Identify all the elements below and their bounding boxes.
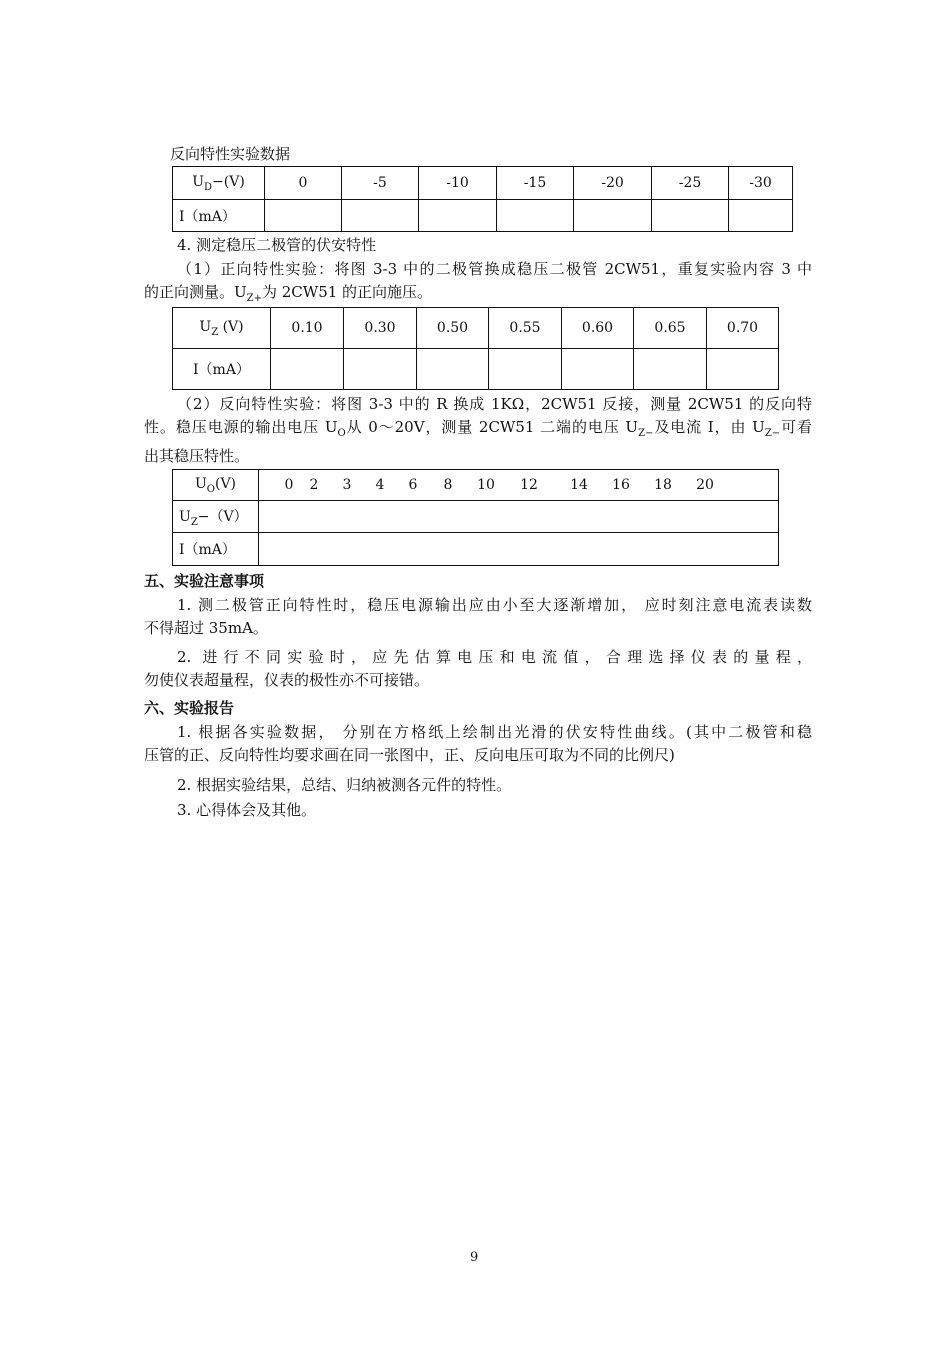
empty-cell — [497, 200, 574, 232]
note-2 — [144, 646, 812, 692]
empty-cell — [342, 200, 419, 232]
paragraph-line: 性。稳压电源的输出电压 $U_O$从 0～20V，测量 2CW51 二端的电压 $U_{Z-}$及电流 I，由 $U_{Z-}$可看 — [144, 418, 812, 439]
uo-value: 3 — [342, 477, 352, 493]
uo-value: 16 — [612, 477, 630, 493]
page-number: 9 — [470, 1250, 479, 1265]
table-cell: 0.55 — [489, 308, 562, 349]
empty-cell — [489, 349, 562, 390]
reverse-zener-paragraph — [144, 393, 812, 468]
uo-value: 18 — [654, 477, 672, 493]
paragraph-line: 1. 根据各实验数据， 分别在方格纸上绘制出光滑的伏安特性曲线。(其中二极管和稳 — [177, 723, 812, 741]
table-cell: 0.10 — [271, 308, 344, 349]
report-item-3: 3. 心得体会及其他。 — [177, 801, 317, 819]
empty-cell — [419, 200, 497, 232]
current-label-cell: I（mA） — [173, 200, 265, 232]
table-cell: 0.50 — [417, 308, 489, 349]
table-cell: 0 — [265, 167, 342, 200]
section-5-title: 五、实验注意事项 — [144, 572, 265, 590]
section-4-title: 4. 测定稳压二极管的伏安特性 — [177, 236, 377, 254]
empty-cell — [259, 533, 779, 566]
paragraph-line: 出其稳压特性。 — [144, 447, 250, 465]
paragraph-line: 2. 进行不同实验时，应先估算电压和电流值，合理选择仪表的量程， — [177, 648, 812, 666]
table-cell: -30 — [729, 167, 793, 200]
paragraph-line: 压管的正、反向特性均要求画在同一张图中，正、反向电压可取为不同的比例尺) — [144, 746, 675, 764]
paragraph-line: 勿使仪表超量程，仪表的极性亦不可接错。 — [144, 671, 430, 689]
table-cell: -5 — [342, 167, 419, 200]
empty-cell — [271, 349, 344, 390]
zener-forward-table — [172, 307, 779, 390]
paragraph-line: （2）反向特性实验：将图 3-3 中的 R 换成 1KΩ，2CW51 反接，测量 2CW51 的反向特 — [177, 395, 812, 413]
reverse-data-caption: 反向特性实验数据 — [170, 145, 291, 163]
empty-cell — [265, 200, 342, 232]
current-label-cell: I（mA） — [173, 349, 271, 390]
paragraph-line: （1）正向特性实验：将图 3-3 中的二极管换成稳压二极管 2CW51，重复实验内容 3 中 — [177, 260, 812, 278]
empty-cell — [562, 349, 634, 390]
empty-cell — [417, 349, 489, 390]
paragraph-line: 不得超过 35mA。 — [144, 619, 268, 637]
table-cell: -25 — [652, 167, 729, 200]
report-item-2: 2. 根据实验结果，总结、归纳被测各元件的特性。 — [177, 776, 512, 794]
table-cell: -20 — [574, 167, 652, 200]
empty-cell — [729, 200, 793, 232]
empty-cell — [634, 349, 707, 390]
uo-value: 0 — [284, 477, 294, 493]
table-cell: 0.65 — [634, 308, 707, 349]
uo-value: 6 — [408, 477, 418, 493]
empty-cell — [574, 200, 652, 232]
uo-value: 10 — [477, 477, 495, 493]
uo-header-cell: $U_O(V)$ — [173, 470, 259, 501]
empty-cell — [652, 200, 729, 232]
uo-value: 4 — [375, 477, 385, 493]
uo-value: 2 — [309, 477, 319, 493]
table-cell: 0.30 — [344, 308, 417, 349]
current-label-cell: I（mA） — [173, 533, 259, 566]
uo-value: 20 — [696, 477, 714, 493]
uo-value: 12 — [520, 477, 538, 493]
empty-cell — [344, 349, 417, 390]
uo-values-cell — [259, 470, 779, 501]
table-cell: -15 — [497, 167, 574, 200]
uo-value: 14 — [570, 477, 588, 493]
forward-zener-paragraph — [144, 258, 812, 310]
uz-header-cell: $U_Z$ (V) — [173, 308, 271, 349]
section-6-title: 六、实验报告 — [144, 699, 235, 717]
table-cell: 0.70 — [707, 308, 779, 349]
reverse-characteristic-table — [172, 166, 793, 232]
empty-cell — [259, 501, 779, 533]
zener-reverse-table — [172, 469, 779, 566]
uz-reverse-label-cell: $U_Z-(V)$ — [173, 501, 259, 533]
paragraph-line: 的正向测量。$U_{Z+}$为 2CW51 的正向施压。 — [144, 283, 433, 304]
note-1 — [144, 594, 812, 640]
table-cell: -10 — [419, 167, 497, 200]
report-item-1 — [144, 721, 812, 767]
paragraph-line: 1. 测二极管正向特性时，稳压电源输出应由小至大逐渐增加， 应时刻注意电流表读数 — [177, 596, 812, 614]
empty-cell — [707, 349, 779, 390]
uo-value: 8 — [443, 477, 453, 493]
table-cell: 0.60 — [562, 308, 634, 349]
ud-header-cell: $U_D-(V)$ — [173, 167, 265, 200]
